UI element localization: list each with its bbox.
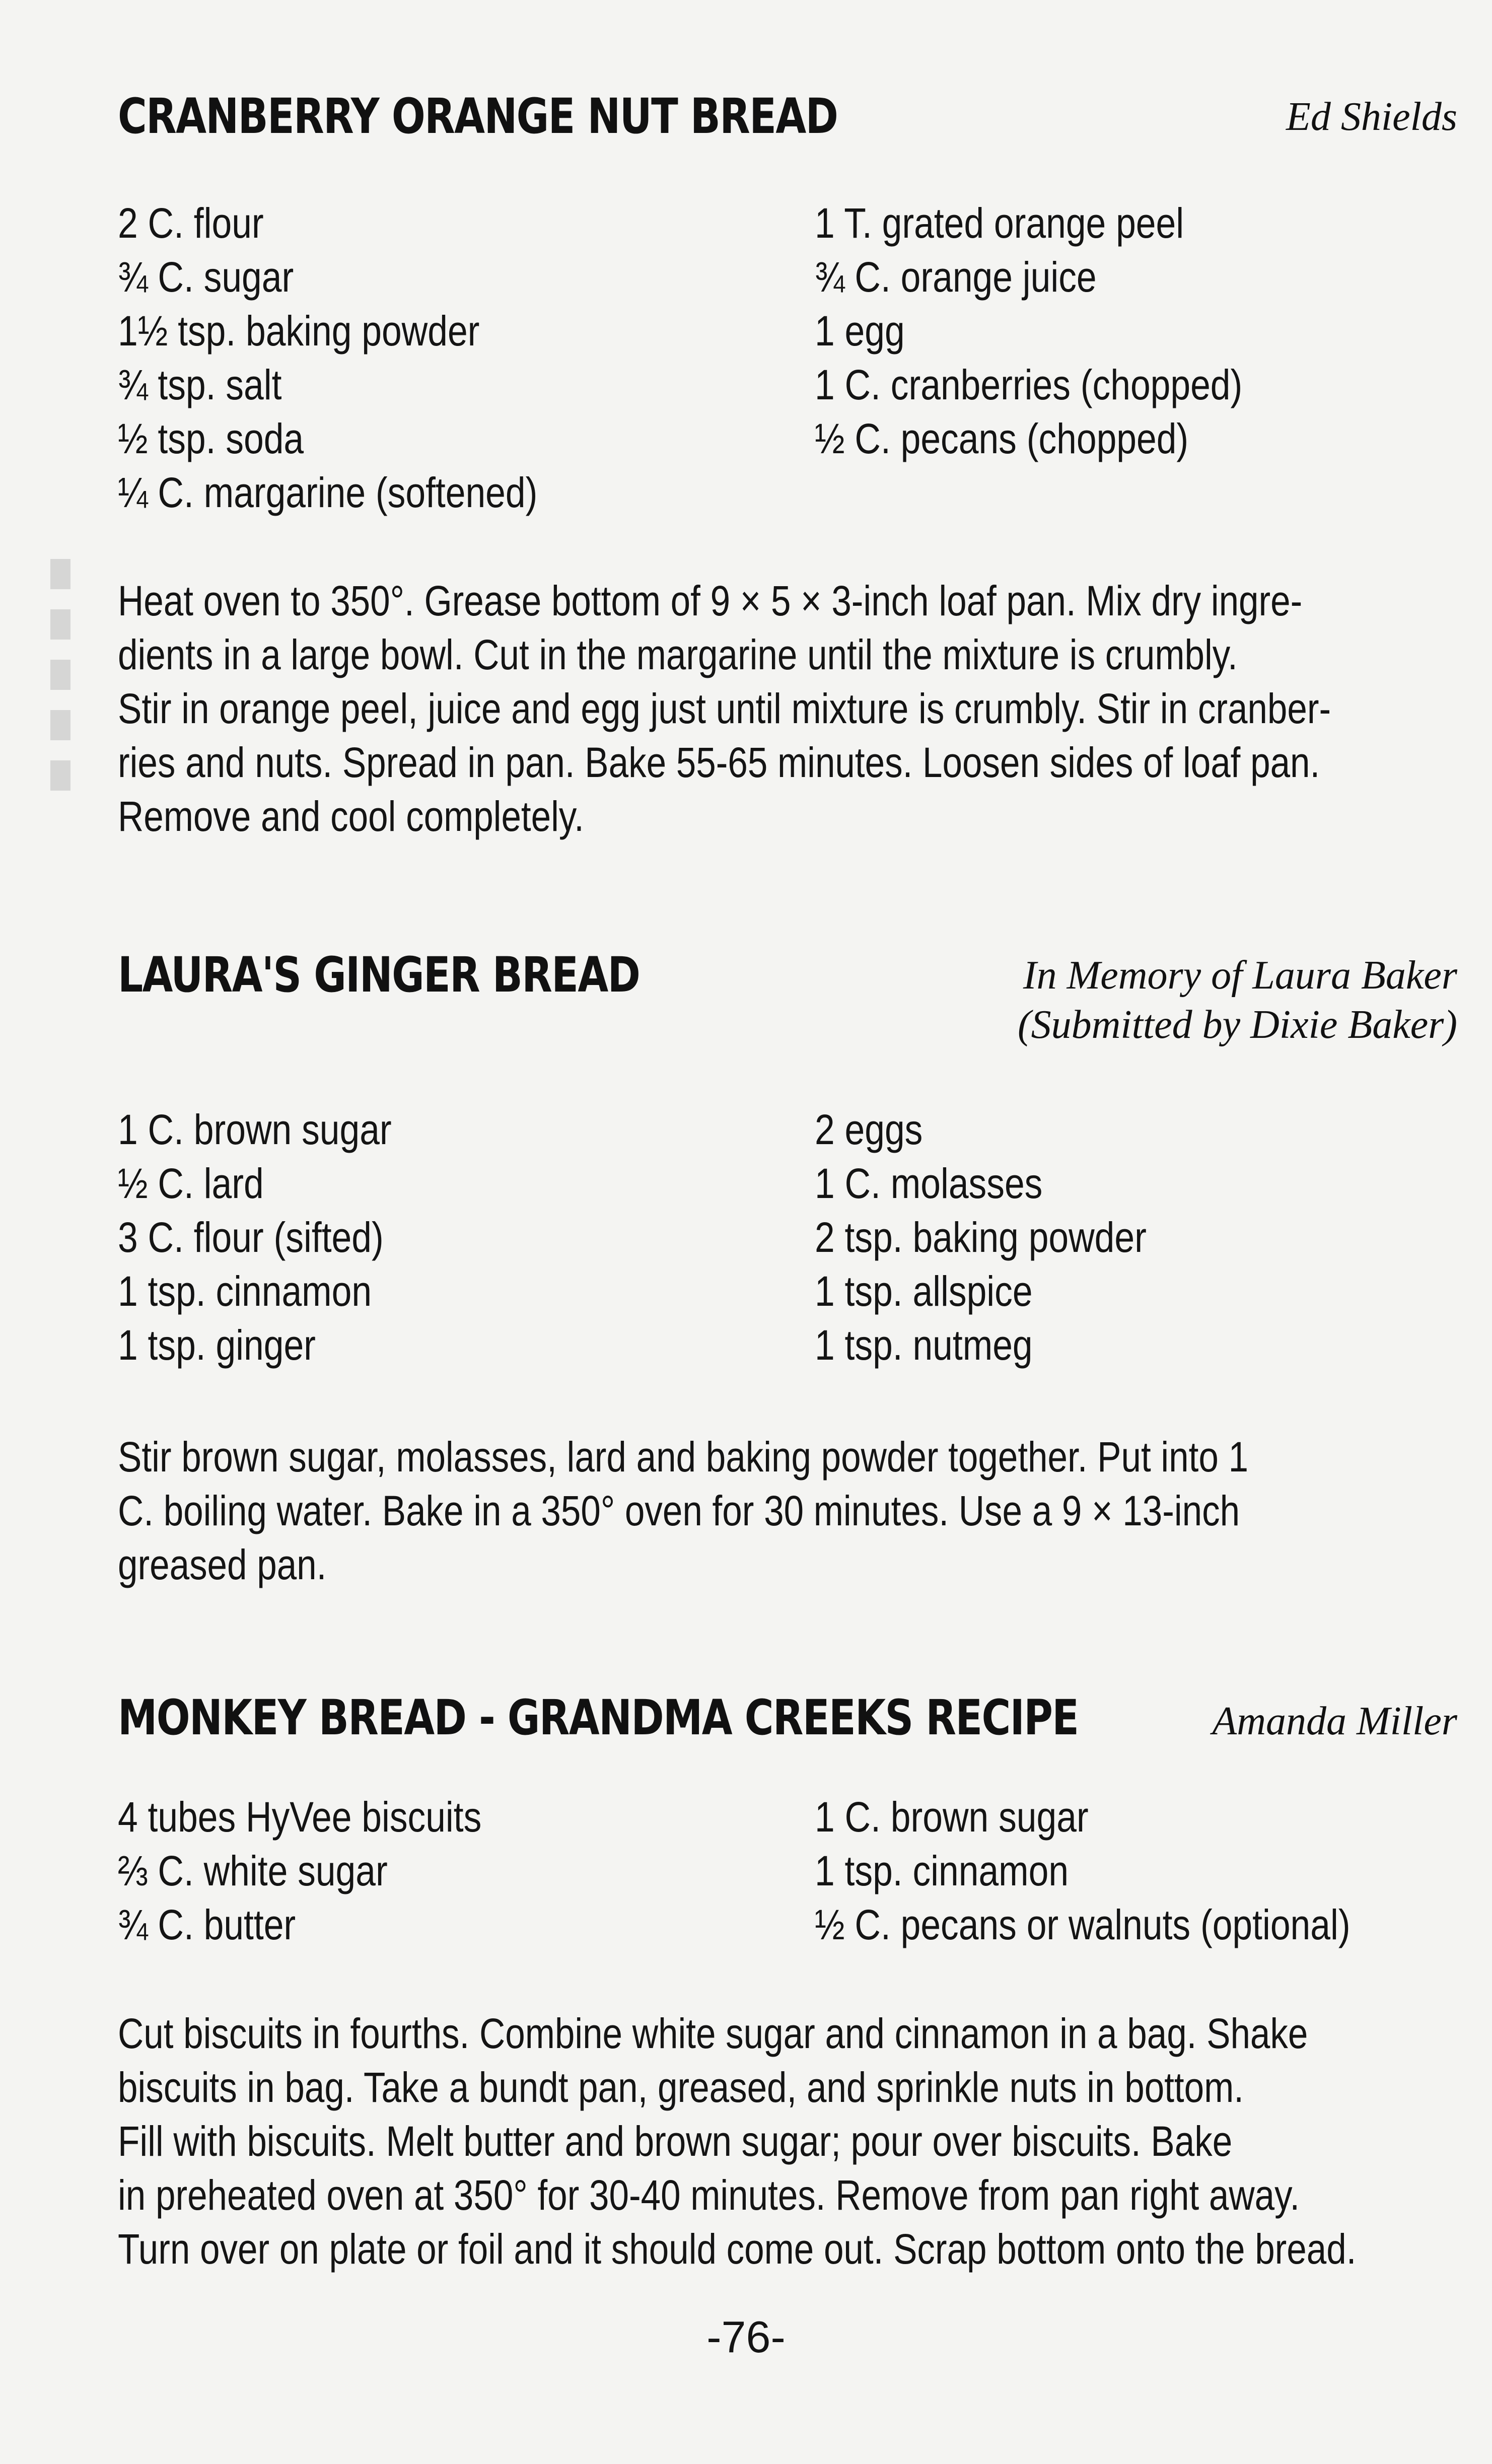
ingredient-item: 1 T. grated orange peel	[815, 199, 1184, 247]
ingredients-left-column	[118, 1103, 440, 1372]
recipe-title: MONKEY BREAD - GRANDMA CREEKS RECIPE	[118, 1689, 1079, 1746]
ingredient-item: ¾ C. butter	[118, 1901, 296, 1948]
ingredient-item: 3 C. flour (sifted)	[118, 1214, 384, 1261]
ingredient-item: 1 C. molasses	[815, 1160, 1043, 1207]
ingredient-item: ⅔ C. white sugar	[118, 1847, 388, 1894]
directions-line: Remove and cool completely.	[118, 793, 584, 840]
recipe-header	[118, 947, 1457, 1047]
directions-line: Stir brown sugar, molasses, lard and baking powder together. Put into 1	[118, 1433, 1249, 1481]
ingredients-left-column	[118, 196, 611, 520]
ingredient-item: ¾ tsp. salt	[118, 361, 282, 408]
ingredient-item: ½ C. pecans (chopped)	[815, 415, 1189, 462]
ingredient-item: 2 eggs	[815, 1106, 923, 1153]
ingredient-item: 1 tsp. cinnamon	[118, 1268, 372, 1315]
recipe-header	[118, 1689, 1457, 1760]
recipe-monkey-bread	[118, 1689, 1457, 2273]
ingredient-item: 1 C. cranberries (chopped)	[815, 361, 1243, 408]
recipe-credit	[1286, 92, 1457, 142]
ingredient-item: 4 tubes HyVee biscuits	[118, 1793, 482, 1841]
directions-line: ries and nuts. Spread in pan. Bake 55-65 minutes. Loosen sides of loaf pan.	[118, 739, 1320, 786]
directions-line: biscuits in bag. Take a bundt pan, greased, and sprinkle nuts in bottom.	[118, 2064, 1244, 2111]
ingredients-left-column	[118, 1790, 546, 1952]
ingredient-item: 2 C. flour	[118, 199, 264, 247]
ingredients-right-column	[815, 196, 1318, 466]
ingredient-item: 1½ tsp. baking powder	[118, 307, 480, 355]
ingredient-item: 1 C. brown sugar	[815, 1793, 1089, 1841]
recipe-directions	[118, 2007, 1457, 2276]
credit-line: Amanda Miller	[1212, 1699, 1457, 1743]
ingredient-item: 1 tsp. allspice	[815, 1268, 1033, 1315]
recipe-title: LAURA'S GINGER BREAD	[118, 947, 640, 1003]
recipe-lauras-ginger-bread	[118, 947, 1457, 1588]
ingredients-right-column	[815, 1103, 1205, 1372]
ingredients-right-column	[815, 1790, 1445, 1952]
directions-line: greased pan.	[118, 1541, 327, 1588]
recipe-directions	[118, 574, 1457, 843]
directions-line: Cut biscuits in fourths. Combine white sugar and cinnamon in a bag. Shake	[118, 2010, 1308, 2057]
directions-line: Fill with biscuits. Melt butter and brown sugar; pour over biscuits. Bake	[118, 2118, 1233, 2165]
ingredient-item: 1 tsp. nutmeg	[815, 1321, 1033, 1369]
credit-line: (Submitted by Dixie Baker)	[1017, 1003, 1457, 1047]
ingredient-item: ¾ C. orange juice	[815, 253, 1097, 301]
ingredient-item: ½ C. lard	[118, 1160, 264, 1207]
recipe-header	[118, 88, 1457, 159]
recipe-credit	[1018, 951, 1457, 1049]
credit-line: In Memory of Laura Baker	[1023, 953, 1457, 998]
ingredient-item: ½ tsp. soda	[118, 415, 304, 462]
directions-line: Turn over on plate or foil and it should come out. Scrap bottom onto the bread.	[118, 2225, 1357, 2273]
ingredient-item: 1 tsp. cinnamon	[815, 1847, 1069, 1894]
directions-line: Heat oven to 350°. Grease bottom of 9 × 5 × 3-inch loaf pan. Mix dry ingre-	[118, 577, 1303, 624]
recipe-directions	[118, 1430, 1457, 1592]
ingredient-item: 1 C. brown sugar	[118, 1106, 392, 1153]
ingredient-item: ¾ C. sugar	[118, 253, 294, 301]
directions-line: in preheated oven at 350° for 30-40 minutes. Remove from pan right away.	[118, 2171, 1300, 2219]
directions-line: C. boiling water. Bake in a 350° oven for 30 minutes. Use a 9 × 13-inch	[118, 1487, 1240, 1534]
credit-line: Ed Shields	[1286, 95, 1457, 139]
directions-line: Stir in orange peel, juice and egg just until mixture is crumbly. Stir in cranber-	[118, 685, 1331, 732]
ingredient-item: ½ C. pecans or walnuts (optional)	[815, 1901, 1351, 1948]
margin-bleed-mark	[45, 554, 76, 806]
recipe-title: CRANBERRY ORANGE NUT BREAD	[118, 88, 838, 145]
directions-line: dients in a large bowl. Cut in the margarine until the mixture is crumbly.	[118, 631, 1238, 678]
page-number: -76-	[706, 2312, 786, 2362]
ingredient-item: 1 egg	[815, 307, 905, 355]
recipe-credit	[1212, 1697, 1457, 1746]
ingredient-item: 2 tsp. baking powder	[815, 1214, 1147, 1261]
ingredient-item: 1 tsp. ginger	[118, 1321, 316, 1369]
recipe-cranberry-orange-nut-bread	[118, 88, 1457, 840]
ingredient-item: ¼ C. margarine (softened)	[118, 469, 538, 516]
